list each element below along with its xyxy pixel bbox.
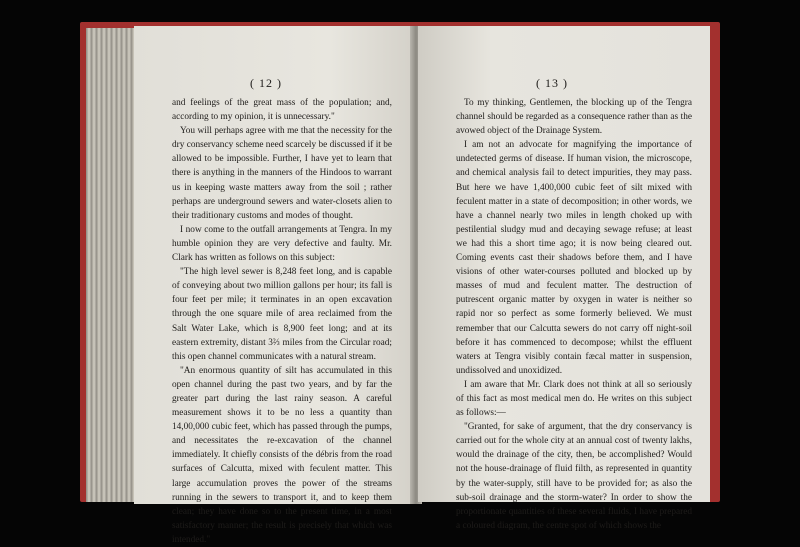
paragraph: "The high level sewer is 8,248 feet long, and is capable of conveying about two million gallons per hour; its fall is four feet per mile; it terminates in an open excavation through the one square mile of area reclaimed from the Salt Water Lake, which is 8,900 feet long; and at its eastern extremity, distant 3⅔ miles from the Circular road; this open channel communicates with a natural stream. (172, 267, 392, 362)
paragraph: I am aware that Mr. Clark does not think at all so seriously of this fact as most medical men do. He writes on this subject as follows:— (456, 379, 692, 419)
paragraph: You will perhaps agree with me that the necessity for the dry conservancy scheme need scarcely be discussed if it be allowed to be impossible. Further, I have yet to learn that there is anything in the manners of the Hindoos to warrant us in keeping waste matters away from the soil ; rather perhaps are underground sewers and water-closets alien to their traditionary customs and modes of thought. (172, 126, 392, 221)
page-edges (86, 28, 136, 502)
left-page-text (172, 96, 392, 547)
right-page (418, 26, 710, 531)
page-number-left: ( 12 ) (250, 76, 282, 90)
paragraph: I now come to the outfall arrangements at Tengra. In my humble opinion they are very defective and faulty. Mr. Clark has written as follows on this subject: (172, 224, 392, 264)
paragraph: I am not an advocate for magnifying the importance of undetected germs of disease. If human vision, the microscope, and chemical analysis fail to detect impurities, they may pass. But here we have 1,400,000 cubic feet of silt mixed with feculent matter in a state of decomposition; in other words, we have a channel nearly two miles in length choked up with pestilential sludgy mud and decaying sewage refuse; at least we had this a short time ago; it is now being cleared out. Coming events cast their shadows before them, and I have visions of other water-courses polluted and blocked up by masses of mud and feculent matter. The destruction of putrescent organic matter by oxygen in water is neither so rapid nor so perfect as some formerly believed. We must remember that our Calcutta sewers do not carry off night-soil before it has commenced to decompose; whilst the effluent waters at Tengra visibly contain fæcal matter in suspension, undissolved and unoxidized. (456, 140, 692, 376)
left-page (134, 26, 414, 545)
right-page-text (456, 96, 692, 533)
paragraph: To my thinking, Gentlemen, the blocking up of the Tengra channel should be regarded as a consequence rather than as the avowed object of the Drainage System. (456, 98, 692, 137)
paragraph: "An enormous quantity of silt has accumulated in this open channel during the past two years, and by far the greater part during the last rainy season. A careful measurement shows it to be no less a quantity than 14,00,000 cubic feet, which has passed through the pumps, and necessitates the re-excavation of the channel immediately. It chiefly consists of the débris from the road surfaces of Calcutta, mixed with feculent matter. This large accumulation proves the power of the streams running in the sewers to transport it, and to keep them clean; they have done so to the present time, in a most satisfactory manner; the result is precisely that which was intended." (172, 365, 392, 545)
paragraph: "Granted, for sake of argument, that the dry conservancy is carried out for the whole city at an annual cost of twenty lakhs, would the drainage of the city, then, be accomplished? Would not the house-drainage of fluid filth, as represented in quantity by the water-supply, still have to be provided for; as also the sub-soil drainage and the storm-water? In order to show the proportionate quantities of these several fluids, I have prepared a coloured diagram, the centre spot of which shows the (456, 422, 692, 531)
page-number-right: ( 13 ) (536, 76, 568, 90)
paragraph: and feelings of the great mass of the population; and, according to my opinion, it is unnecessary." (172, 98, 392, 123)
